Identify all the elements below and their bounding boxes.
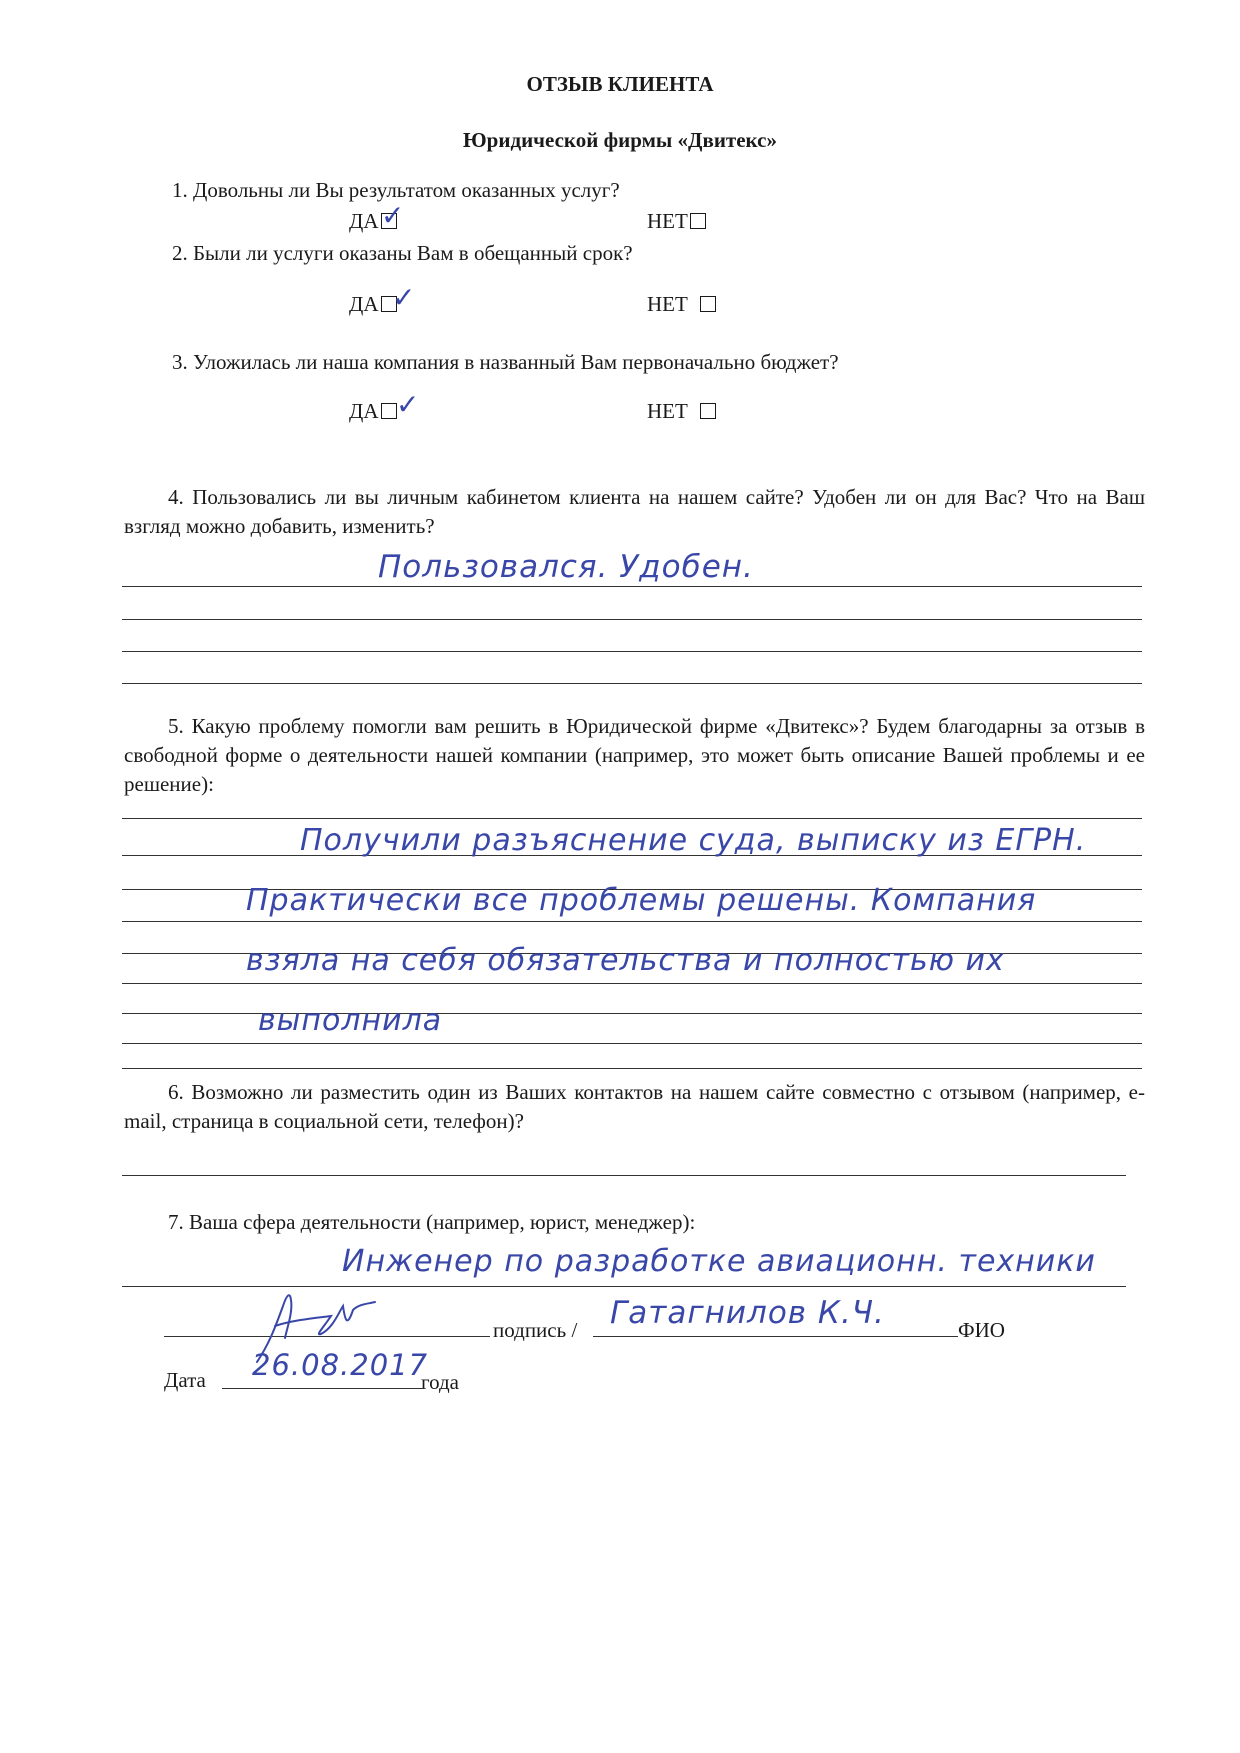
q1-no-option[interactable] <box>647 209 706 234</box>
answer-5-line-3[interactable]: взяла на себя обязательства и полностью их <box>246 943 1005 978</box>
fio-handwriting[interactable]: Гатагнилов К.Ч. <box>610 1295 885 1331</box>
q1-yes-label: ДА <box>349 209 379 233</box>
q2-yes-label: ДА <box>349 292 379 316</box>
q3-no-option[interactable] <box>647 399 716 424</box>
date-handwriting[interactable]: 26.08.2017 <box>252 1348 429 1382</box>
answer-line <box>122 586 1142 587</box>
q2-yes-option[interactable] <box>349 292 397 317</box>
fio-line <box>593 1336 958 1337</box>
q3-yes-option[interactable] <box>349 399 397 424</box>
fio-label: ФИО <box>958 1318 1005 1342</box>
q3-check-mark: ✓ <box>396 388 420 421</box>
answer-line <box>122 1043 1142 1044</box>
answer-line <box>122 619 1142 620</box>
q2-no-option[interactable] <box>647 292 716 317</box>
answer-7-handwriting[interactable]: Инженер по разработке авиационн. техники <box>342 1244 1096 1279</box>
answer-5-line-4[interactable]: выполнила <box>258 1003 443 1038</box>
question-7: 7. Ваша сфера деятельности (например, юрист, менеджер): <box>168 1210 696 1234</box>
answer-line <box>122 921 1142 922</box>
q3-no-label: НЕТ <box>647 399 688 423</box>
answer-line <box>122 683 1142 684</box>
date-line <box>222 1388 422 1389</box>
page-subtitle: Юридической фирмы «Двитекс» <box>463 128 777 152</box>
q1-no-label: НЕТ <box>647 209 688 233</box>
page-title: ОТЗЫВ КЛИЕНТА <box>526 72 714 96</box>
question-6: 6. Возможно ли разместить один из Ваших контактов на нашем сайте совместно с отзывом (например, e-mail, страница в социальной сети, телефон)? <box>124 1080 1145 1133</box>
answer-line <box>122 1068 1142 1069</box>
question-5: 5. Какую проблему помогли вам решить в Юридической фирме «Двитекс»? Будем благодарны за отзыв в свободной форме о деятельности нашей компании (например, это может быть описание Вашей проблемы и ее решение): <box>124 714 1145 796</box>
answer-line <box>122 983 1142 984</box>
answer-line <box>122 818 1142 819</box>
date-label: Дата <box>164 1368 206 1392</box>
question-4: 4. Пользовались ли вы личным кабинетом клиента на нашем сайте? Удобен ли он для Вас? Что на Ваш взгляд можно добавить, изменить? <box>124 485 1145 538</box>
year-label: года <box>421 1370 459 1394</box>
q3-yes-checkbox[interactable] <box>381 403 397 419</box>
answer-5-line-2[interactable]: Практически все проблемы решены. Компания <box>246 883 1037 918</box>
answer-line <box>122 651 1142 652</box>
q2-no-checkbox[interactable] <box>700 296 716 312</box>
q2-no-label: НЕТ <box>647 292 688 316</box>
q3-yes-label: ДА <box>349 399 379 423</box>
q1-check-mark: ✓ <box>381 199 405 232</box>
q3-no-checkbox[interactable] <box>700 403 716 419</box>
question-2: 2. Были ли услуги оказаны Вам в обещанный срок? <box>172 241 633 265</box>
signature-label: подпись / <box>493 1318 578 1342</box>
q2-check-mark: ✓ <box>392 281 416 314</box>
question-1: 1. Довольны ли Вы результатом оказанных услуг? <box>172 178 620 202</box>
answer-line <box>122 1175 1126 1176</box>
answer-5-line-1[interactable]: Получили разъяснение суда, выписку из ЕГРН. <box>300 823 1087 858</box>
answer-4-handwriting[interactable]: Пользовался. Удобен. <box>378 549 754 585</box>
q1-no-checkbox[interactable] <box>690 213 706 229</box>
question-3: 3. Уложилась ли наша компания в названный Вам первоначально бюджет? <box>172 350 839 374</box>
answer-line <box>122 1286 1126 1287</box>
